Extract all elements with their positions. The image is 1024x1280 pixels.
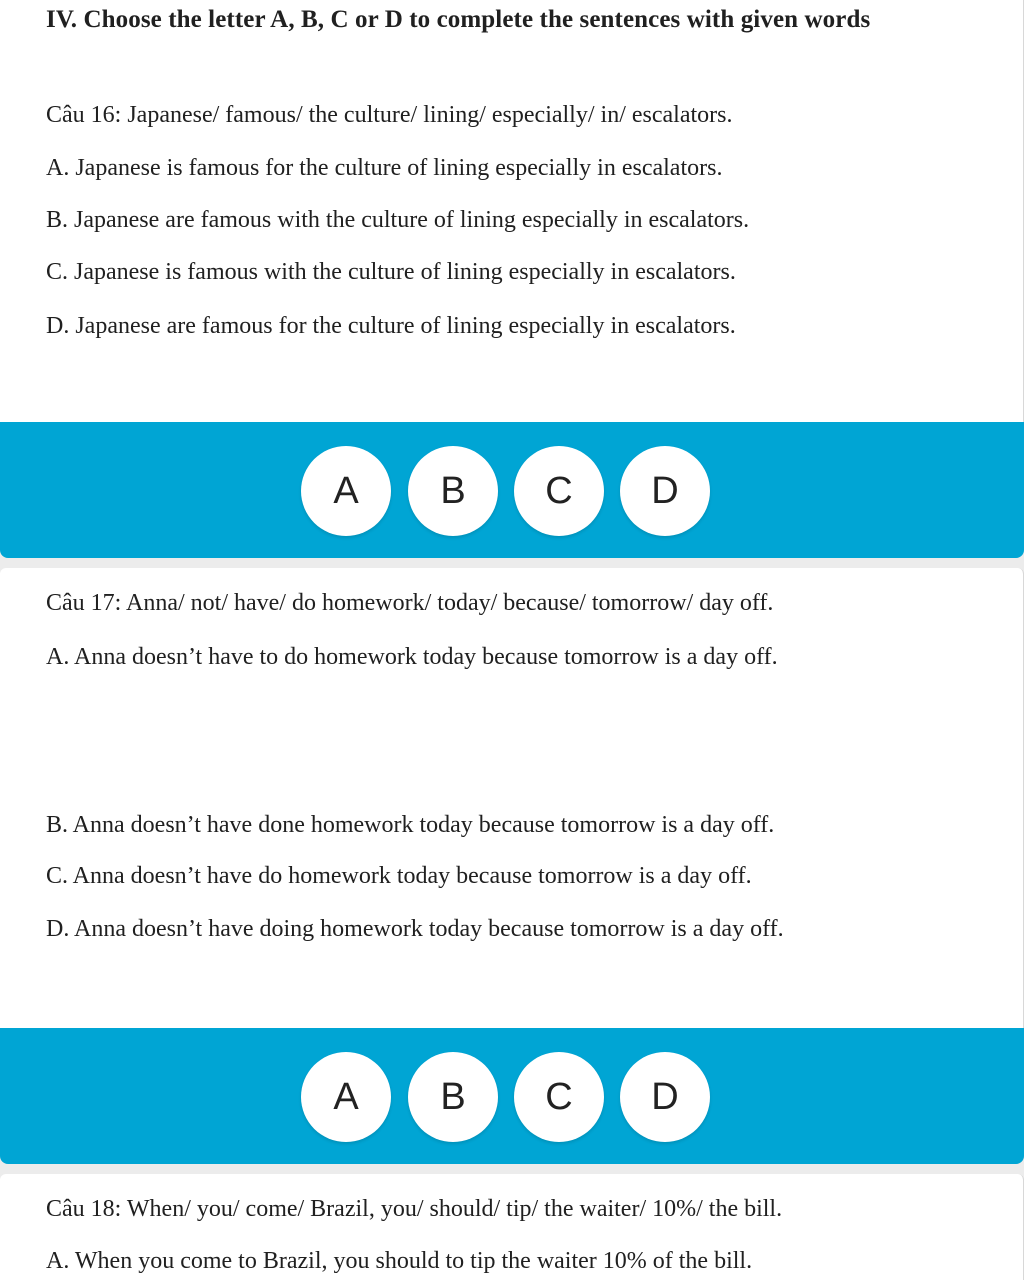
answer-c-button[interactable]: C [514,1052,604,1142]
question-prompt: Câu 18: When/ you/ come/ Brazil, you/ should/ tip/ the waiter/ 10%/ the bill. [46,1196,783,1222]
answer-c-button[interactable]: C [514,446,604,536]
answer-a-button[interactable]: A [301,446,391,536]
question-card-16 [0,0,1024,424]
question-card-17 [0,568,1024,1028]
option-a-text: A. Japanese is famous for the culture of lining especially in escalators. [46,155,723,181]
option-b-text: B. Anna doesn’t have done homework today because tomorrow is a day off. [46,812,775,838]
answer-a-button[interactable]: A [301,1052,391,1142]
option-c-text: C. Japanese is famous with the culture of lining especially in escalators. [46,259,736,285]
answer-b-button[interactable]: B [408,1052,498,1142]
answer-bar-16 [0,422,1024,558]
section-heading: IV. Choose the letter A, B, C or D to complete the sentences with given words [46,6,871,33]
option-a-text: A. When you come to Brazil, you should to tip the waiter 10% of the bill. [46,1248,753,1274]
option-b-text: B. Japanese are famous with the culture of lining especially in escalators. [46,207,750,233]
answer-bar-17 [0,1028,1024,1164]
option-a-text: A. Anna doesn’t have to do homework today because tomorrow is a day off. [46,644,778,670]
answer-d-button[interactable]: D [620,446,710,536]
answer-b-button[interactable]: B [408,446,498,536]
option-d-text: D. Japanese are famous for the culture of lining especially in escalators. [46,313,736,339]
question-prompt: Câu 17: Anna/ not/ have/ do homework/ today/ because/ tomorrow/ day off. [46,590,774,616]
question-prompt: Câu 16: Japanese/ famous/ the culture/ lining/ especially/ in/ escalators. [46,102,733,128]
answer-d-button[interactable]: D [620,1052,710,1142]
option-d-text: D. Anna doesn’t have doing homework today because tomorrow is a day off. [46,916,784,942]
question-card-18 [0,1174,1024,1280]
option-c-text: C. Anna doesn’t have do homework today because tomorrow is a day off. [46,863,752,889]
